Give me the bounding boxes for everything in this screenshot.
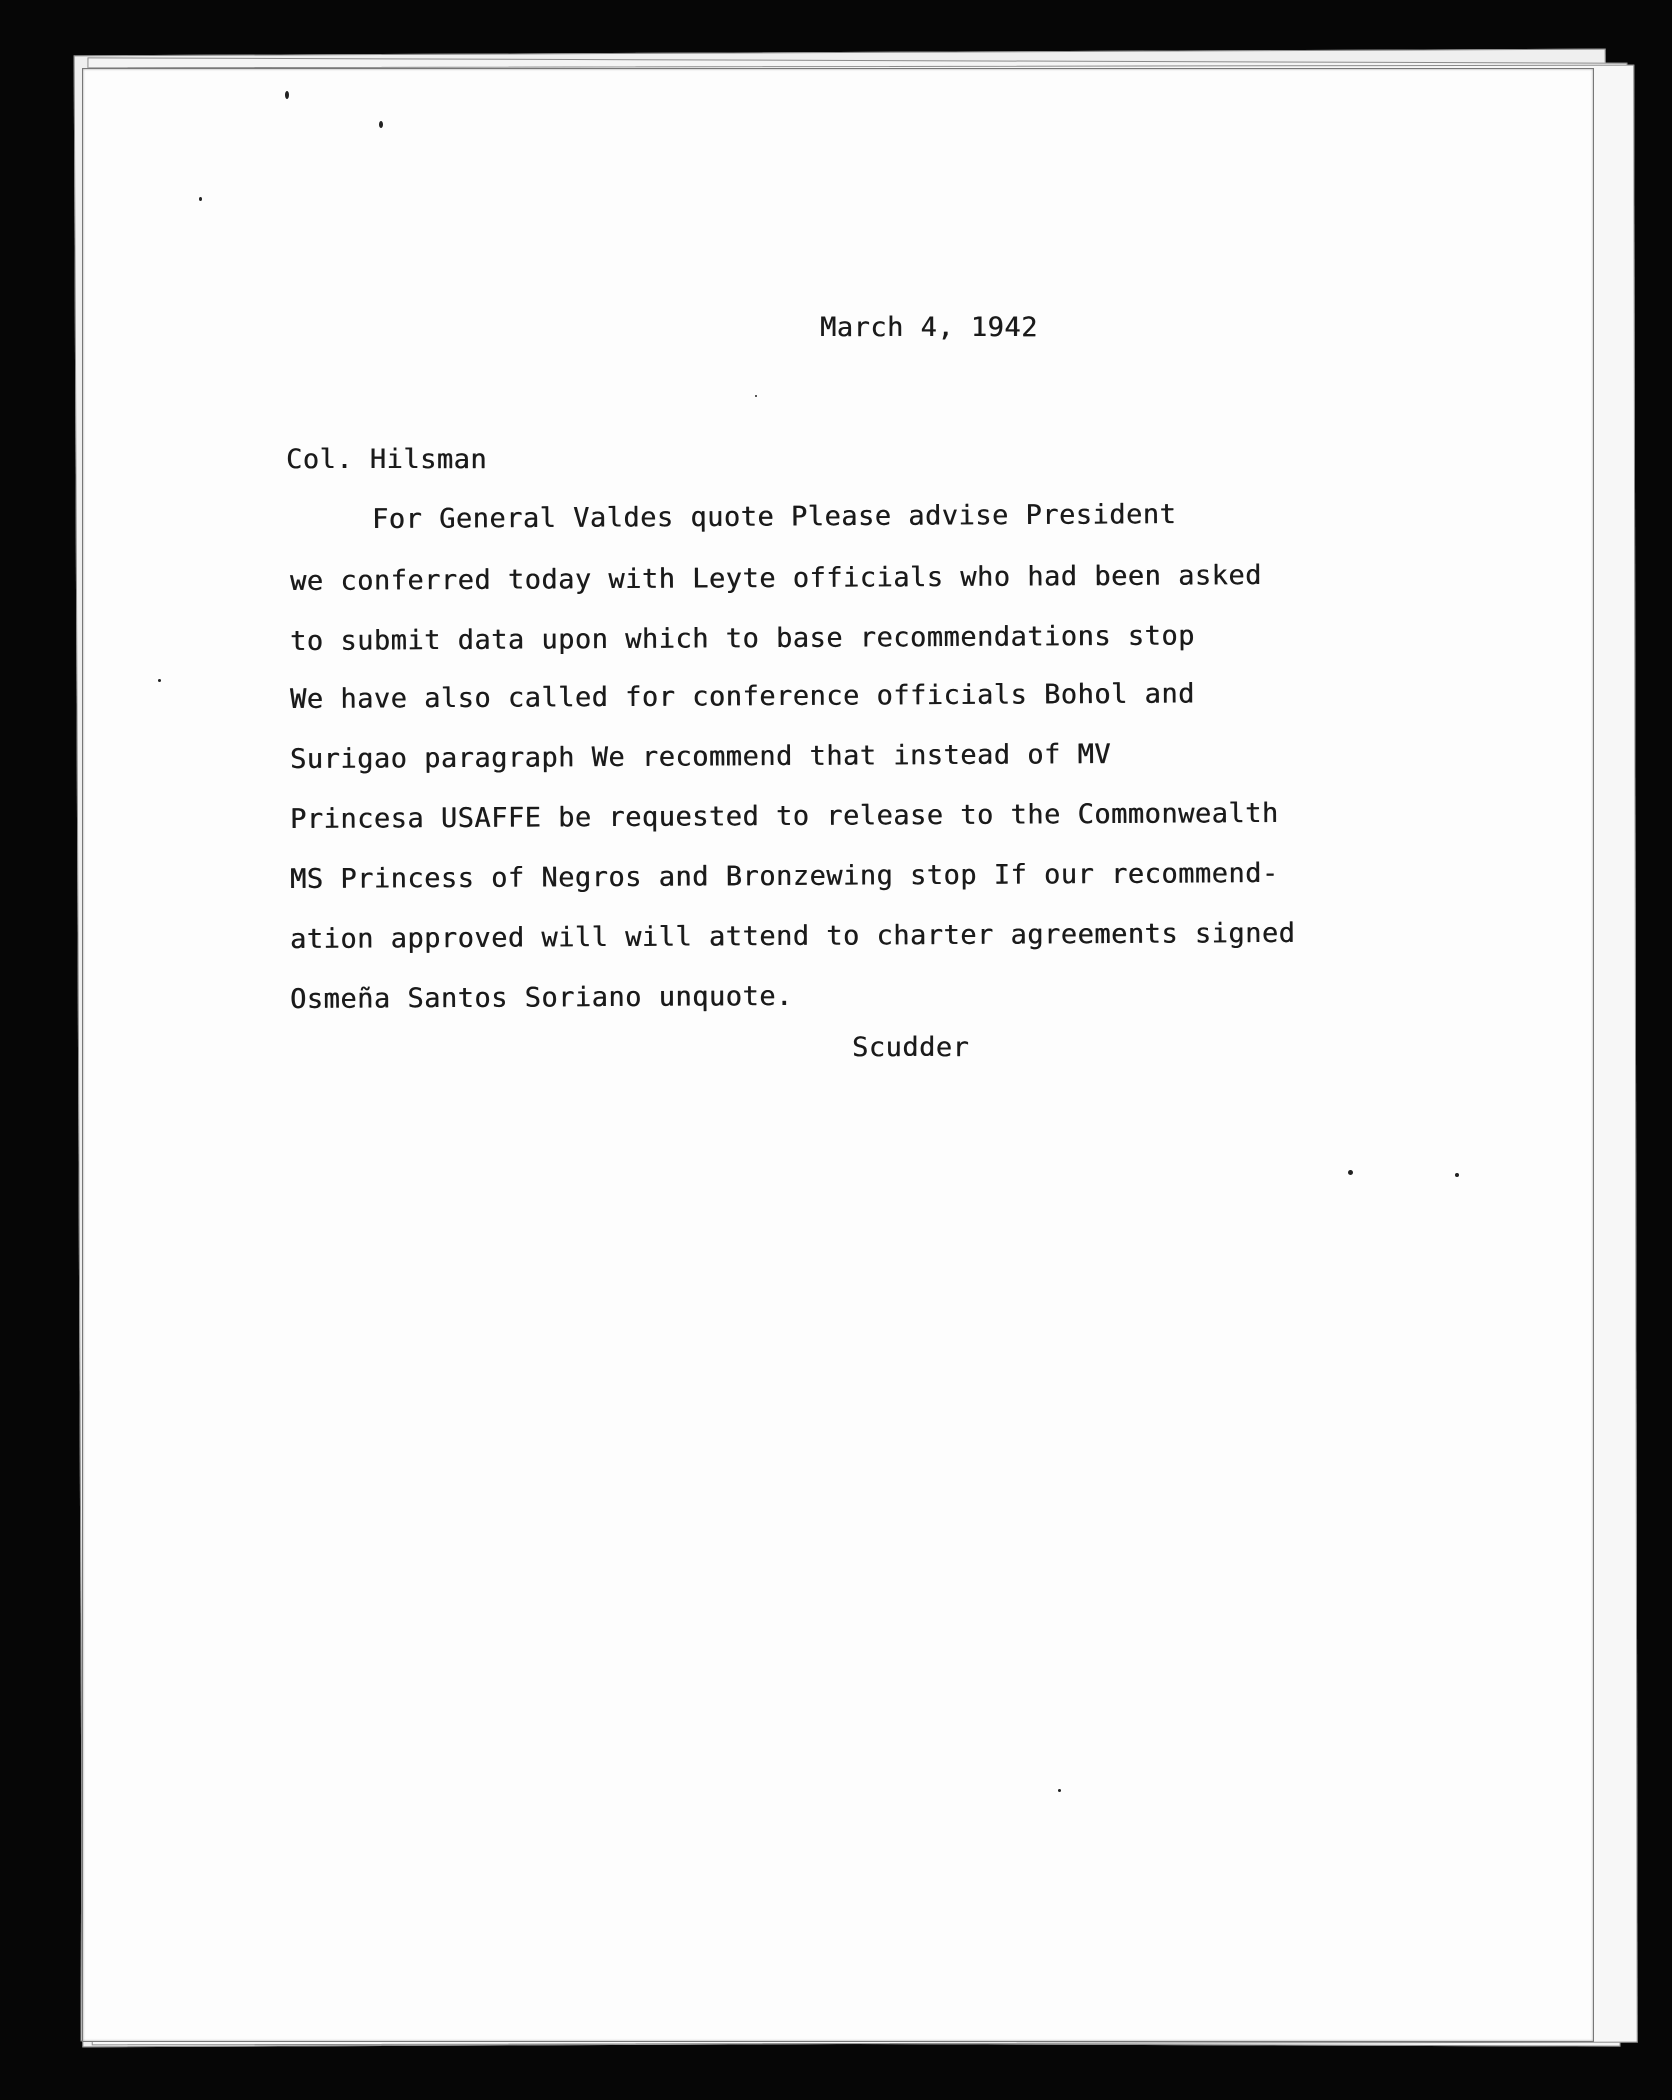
ink-speck [158,679,161,682]
body-line: ation approved will will attend to charter agreements signed [289,917,1296,955]
body-line: we conferred today with Leyte officials who had been asked [289,560,1262,597]
body-line: MS Princess of Negros and Bronzewing stop If our recommend- [289,857,1279,895]
letter-addressee: Col. Hilsman [286,444,488,475]
letter-date: March 4, 1942 [820,312,1038,343]
ink-speck [379,121,383,128]
body-line: For General Valdes quote Please advise President [371,499,1177,535]
body-line: Osmeña Santos Soriano unquote. [289,980,793,1015]
body-line: Surigao paragraph We recommend that instead of MV [289,738,1112,775]
ink-speck [755,395,757,397]
ink-speck [1455,1173,1459,1177]
ink-speck [199,197,202,201]
body-line: We have also called for conference officials Bohol and [289,678,1195,715]
body-line: to submit data upon which to base recommendations stop [289,620,1195,657]
letter-signature: Scudder [852,1032,970,1063]
typed-letter-page [82,68,1594,2042]
body-line: Princesa USAFFE be requested to release to the Commonwealth [289,797,1279,835]
ink-speck [285,91,289,99]
ink-speck [1058,1789,1061,1792]
ink-speck [1348,1170,1353,1175]
